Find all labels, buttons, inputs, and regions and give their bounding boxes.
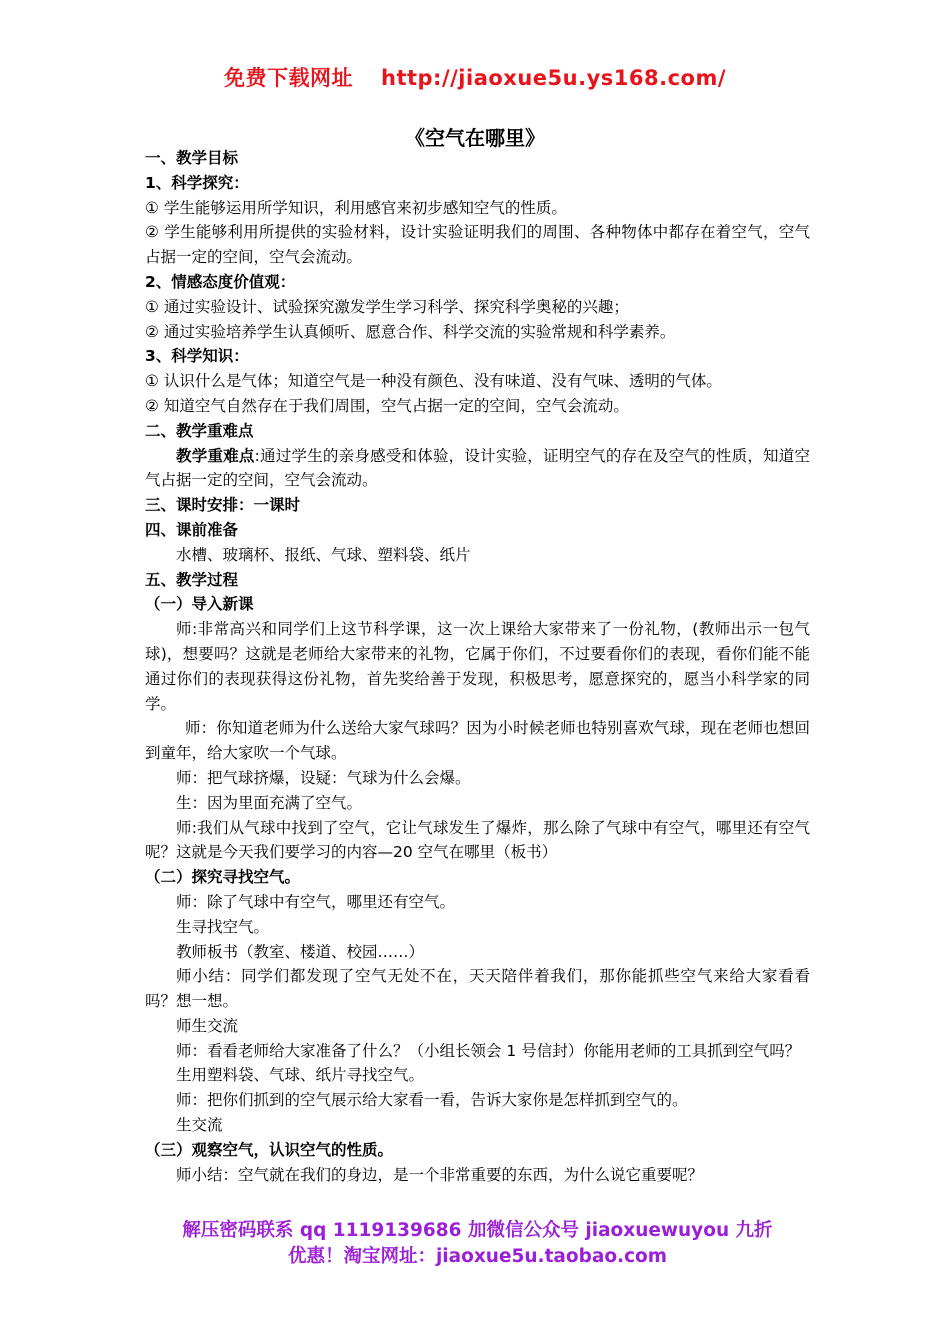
footer-promo xyxy=(145,1218,810,1270)
subsection-heading: 3、科学知识： xyxy=(145,347,249,366)
section-heading: 三、课时安排：一课时 xyxy=(145,496,301,515)
paragraph: 师小结：同学们都发现了空气无处不在，天天陪伴着我们，那你能抓些空气来给大家看看吗？想一想。 xyxy=(145,967,810,1011)
paragraph: 师生交流 xyxy=(176,1016,239,1035)
paragraph: ② 知道空气自然存在于我们周围，空气占据一定的空间，空气会流动。 xyxy=(145,396,629,415)
paragraph: 师:我们从气球中找到了空气，它让气球发生了爆炸，那么除了气球中有空气，哪里还有空气呢？这就是今天我们要学习的内容—20 空气在哪里（板书） xyxy=(145,818,810,862)
paragraph: ② 通过实验培养学生认真倾听、愿意合作、科学交流的实验常规和科学素养。 xyxy=(145,322,676,341)
section-heading: 四、课前准备 xyxy=(145,520,239,539)
key-points-text: :通过学生的亲身感受和体验，设计实验，证明空气的存在及空气的性质，知道空气占据一定的空间，空气会流动。 xyxy=(145,446,810,490)
paragraph: 教师板书（教室、楼道、校园……） xyxy=(176,942,425,961)
header-prefix: 免费下载网址 xyxy=(224,66,353,90)
footer-line-1: 解压密码联系 qq 1119139686 加微信公众号 jiaoxuewuyou 九折 xyxy=(182,1220,773,1241)
section-heading: 五、教学过程 xyxy=(145,570,239,589)
key-points-label: 教学重难点 xyxy=(176,446,255,465)
paragraph: 生用塑料袋、气球、纸片寻找空气。 xyxy=(176,1066,425,1085)
paragraph: 师：除了气球中有空气，哪里还有空气。 xyxy=(176,892,456,911)
document-body xyxy=(145,146,810,1187)
download-link-header[interactable] xyxy=(0,62,950,92)
paragraph xyxy=(145,444,810,494)
footer-line-2[interactable]: 优惠！淘宝网址：jiaoxue5u.taobao.com xyxy=(287,1246,668,1267)
paragraph: 师:非常高兴和同学们上这节科学课，这一次上课给大家带来了一份礼物，(教师出示一包气球)，想要吗？这就是老师给大家带来的礼物，它属于你们，不过要看你们的表现，看你们能不能通过你们的表现获得这份礼物，首先奖给善于发现，积极思考，愿意探究的，愿当小科学家的同学。 xyxy=(145,620,810,713)
paragraph: ① 学生能够运用所学知识，利用感官来初步感知空气的性质。 xyxy=(145,198,567,217)
materials-list: 水槽、玻璃杯、报纸、气球、塑料袋、纸片 xyxy=(176,545,471,564)
paragraph: 生寻找空气。 xyxy=(176,917,270,936)
paragraph: ① 认识什么是气体；知道空气是一种没有颜色、没有味道、没有气味、透明的气体。 xyxy=(145,372,722,391)
paragraph: 生交流 xyxy=(176,1116,223,1135)
paragraph: ① 通过实验设计、试验探究激发学生学习科学、探究科学奥秘的兴趣； xyxy=(145,297,629,316)
subsection-heading: 2、情感态度价值观： xyxy=(145,272,296,291)
subsection-heading: 1、科学探究： xyxy=(145,173,249,192)
section-heading: 一、教学目标 xyxy=(145,149,239,167)
paragraph: ② 学生能够利用所提供的实验材料，设计实验证明我们的周围、各种物体中都存在着空气，空气占据一定的空间，空气会流动。 xyxy=(145,223,810,267)
paragraph: 师小结：空气就在我们的身边，是一个非常重要的东西，为什么说它重要呢？ xyxy=(176,1165,704,1184)
subsection-heading: （一）导入新课 xyxy=(145,595,254,614)
paragraph: 生：因为里面充满了空气。 xyxy=(176,793,363,812)
subsection-heading: （二）探究寻找空气。 xyxy=(145,868,301,887)
paragraph: 师：你知道老师为什么送给大家气球吗？因为小时候老师也特别喜欢气球，现在老师也想回到童年，给大家吹一个气球。 xyxy=(145,719,810,763)
header-url[interactable]: http://jiaoxue5u.ys168.com/ xyxy=(381,66,726,90)
subsection-heading: （三）观察空气，认识空气的性质。 xyxy=(145,1140,394,1159)
paragraph: 师：看看老师给大家准备了什么？（小组长领会 1 号信封）你能用老师的工具抓到空气吗？ xyxy=(176,1041,801,1060)
paragraph: 师：把气球挤爆，设疑：气球为什么会爆。 xyxy=(176,768,471,787)
document-title: 《空气在哪里》 xyxy=(405,126,545,150)
section-heading: 二、教学重难点 xyxy=(145,421,254,440)
paragraph: 师：把你们抓到的空气展示给大家看一看，告诉大家你是怎样抓到空气的。 xyxy=(176,1091,688,1110)
